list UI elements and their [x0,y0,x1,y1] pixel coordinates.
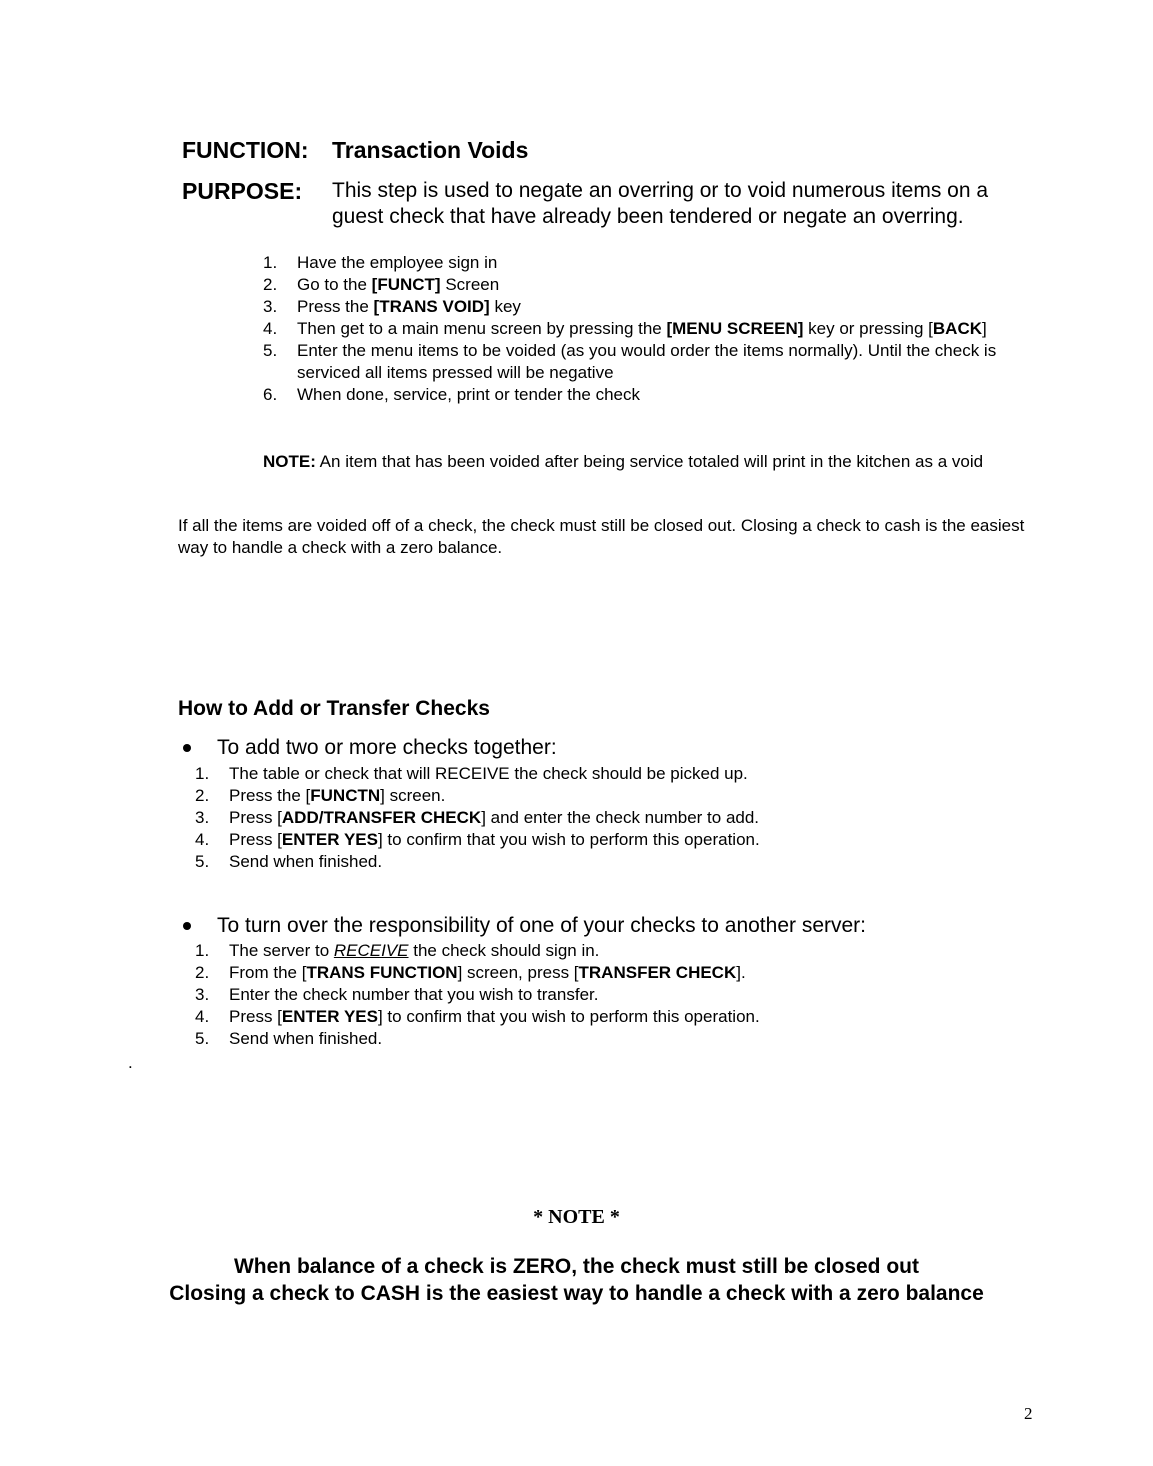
text-segment: ] screen. [380,786,446,805]
list-item-text [229,962,746,984]
void-step [263,384,1008,406]
key-name: BACK [932,319,982,338]
text-segment: When done, service, print or tender the check [297,385,641,404]
list-number: 5. [195,852,210,871]
void-note [263,451,1033,473]
bottom-note-line-1: When balance of a check is ZERO, the check must still be closed out [233,1255,919,1278]
list-number: 1. [263,253,278,272]
bullet-add-checks-text: To add two or more checks together: [217,736,557,759]
text-segment: Press the [297,297,374,316]
text-segment: key or pressing [ [803,319,933,338]
bullet-transfer-check [180,914,866,938]
text-segment: the check should sign in. [408,941,600,960]
key-name: TRANSFER CHECK [578,963,737,982]
text-segment: Screen [440,275,500,294]
list-item-text [297,340,1008,384]
text-segment: Have the employee sign in [297,253,498,272]
void-step [263,274,1008,296]
list-item-text [229,763,748,785]
key-name: FUNCTN [310,786,381,805]
function-title: Transaction Voids [332,137,529,163]
list-number: 4. [195,830,210,849]
list-number: 5. [263,341,278,360]
list-number: 2. [195,963,210,982]
function-label: FUNCTION: [182,137,309,163]
list-item-text [229,1006,760,1028]
text-segment: ] to confirm that you wish to perform this operation. [377,1007,760,1026]
list-item-text [297,274,1008,296]
purpose-label: PURPOSE: [182,178,303,204]
add-checks-list [195,763,955,873]
bottom-note-heading: * NOTE * [533,1206,620,1228]
void-step [263,318,1008,340]
bullet-icon [183,744,191,752]
void-note-label: NOTE: [263,452,316,471]
list-item-text [297,252,1008,274]
text-segment: Send when finished. [229,852,383,871]
list-number: 4. [263,319,278,338]
closing-paragraph: If all the items are voided off of a check, the check must still be closed out. Closing a check to cash is the easiest way to handle a check with a zero balance. [178,516,1025,557]
list-item-text [229,940,599,962]
transfer-check-list [195,940,955,1050]
bottom-note-line-2: Closing a check to CASH is the easiest way to handle a check with a zero balance [169,1282,984,1305]
list-item-text [229,785,445,807]
add-checks-step [195,807,955,829]
text-segment: The server to [229,941,334,960]
void-step [263,296,1008,318]
key-name: [MENU SCREEN] [666,319,804,338]
void-step [263,252,1008,274]
list-number: 2. [195,786,210,805]
key-name: ENTER YES [281,830,378,849]
transfer-check-step [195,1006,955,1028]
add-checks-step [195,763,955,785]
list-item-text [297,384,1008,406]
add-checks-step [195,851,955,873]
list-item-text [229,807,759,829]
list-number: 1. [195,941,210,960]
list-item-text [229,984,598,1006]
list-number: 1. [195,764,210,783]
key-name: ADD/TRANSFER CHECK [281,808,482,827]
text-segment: Enter the check number that you wish to transfer. [229,985,599,1004]
list-number: 6. [263,385,278,404]
transfer-check-step [195,940,955,962]
text-segment: ] to confirm that you wish to perform this operation. [377,830,760,849]
list-item-text [297,296,1008,318]
transfer-check-step [195,1028,955,1050]
text-segment: Send when finished. [229,1029,383,1048]
text-segment: Then get to a main menu screen by pressing the [297,319,667,338]
void-step [263,340,1008,384]
text-segment: Go to the [297,275,372,294]
page-number: 2 [1024,1404,1033,1423]
list-number: 4. [195,1007,210,1026]
text-segment: ] screen, press [ [457,963,579,982]
transfer-check-step [195,962,955,984]
text-segment: ] [982,319,987,338]
key-name: [FUNCT] [371,275,441,294]
text-segment: ] and enter the check number to add. [481,808,760,827]
bullet-transfer-check-text: To turn over the responsibility of one of your checks to another server: [217,914,867,937]
text-segment: ]. [736,963,746,982]
void-note-text: An item that has been voided after being service totaled will print in the kitchen as a void [315,452,984,471]
list-number: 3. [195,985,210,1004]
stray-dot: . [128,1053,133,1072]
bullet-add-checks [180,736,557,760]
list-item-text [229,829,760,851]
list-item-text [297,318,1008,340]
list-number: 2. [263,275,278,294]
text-segment: The table or check that will RECEIVE the check should be picked up. [229,764,748,783]
list-item-text [229,1028,382,1050]
purpose-text: This step is used to negate an overring or to void numerous items on a guest check that have already been tendered or negate an overring. [332,179,989,228]
key-name: ENTER YES [281,1007,378,1026]
text-segment: Press the [ [229,786,311,805]
text-segment: Press [ [229,808,282,827]
text-segment: key [489,297,521,316]
add-checks-step [195,829,955,851]
section-heading: How to Add or Transfer Checks [178,697,490,720]
text-segment: From the [ [229,963,307,982]
list-number: 5. [195,1029,210,1048]
list-number: 3. [263,297,278,316]
list-item-text [229,851,382,873]
void-steps-list [263,252,1008,406]
key-name: TRANS FUNCTION [306,963,458,982]
emphasis-text: RECEIVE [333,941,409,960]
key-name: [TRANS VOID] [373,297,490,316]
text-segment: Enter the menu items to be voided (as you would order the items normally). Until the check is serviced all items pressed will be negative [297,341,997,382]
transfer-check-step [195,984,955,1006]
text-segment: Press [ [229,830,282,849]
text-segment: Press [ [229,1007,282,1026]
add-checks-step [195,785,955,807]
list-number: 3. [195,808,210,827]
bullet-icon [183,922,191,930]
